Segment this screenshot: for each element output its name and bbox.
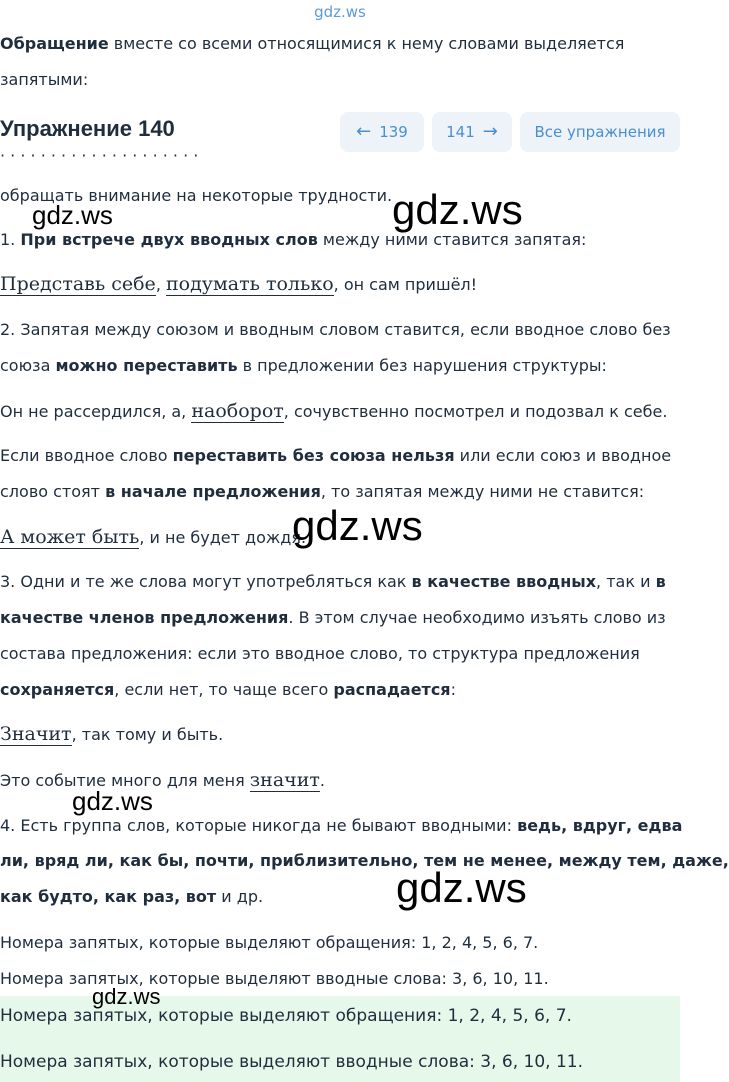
answer-line-2: Номера запятых, которые выделяют вводные слова: 3, 6, 10, 11. — [0, 1052, 583, 1072]
rule-5b-bold: ли, вряд ли, как бы, почти, приблизительно, тем не менее, между тем, даже, — [0, 851, 729, 870]
example-2-word: наоборот — [191, 400, 284, 422]
rule-5-bold-1: ведь, вдруг, едва — [517, 816, 683, 835]
rule-4d-mid: , если нет, то чаще всего — [114, 680, 334, 699]
answer-line-1: Номера запятых, которые выделяют обращения: 1, 2, 4, 5, 6, 7. — [0, 1006, 572, 1026]
rule-5c-bold: как будто, как раз, вот — [0, 887, 217, 906]
rule-3-rest: или если союз и вводное — [454, 446, 672, 465]
rule-4-line-1 — [0, 564, 680, 600]
rule-1-bold: При встрече двух вводных слов — [20, 230, 318, 249]
example-2-rest: , сочувственно посмотрел и подозвал к себе. — [283, 402, 668, 421]
rule-4d-end: : — [450, 680, 456, 699]
rule-2-pre: союза — [0, 356, 56, 375]
next-exercise-button[interactable] — [432, 112, 512, 152]
summary-line-2: Номера запятых, которые выделяют вводные слова: 3, 6, 10, 11. — [0, 969, 549, 988]
rule-1-num: 1. — [0, 230, 21, 249]
rule-5c-rest: и др. — [216, 887, 264, 906]
intro-rest: вместе со всеми относящимися к нему словами выделяется запятыми: — [0, 34, 625, 89]
arrow-right-icon: → — [482, 121, 498, 142]
rule-4-pre: 3. Одни и те же слова могут употребляться как — [0, 572, 412, 591]
rule-2-rest: в предложении без нарушения структуры: — [237, 356, 607, 375]
page-title: Упражнение 140 — [0, 116, 175, 141]
example-5-pre: Это событие много для меня — [0, 771, 250, 790]
watermark: gdz.ws — [32, 200, 113, 230]
rule-1-rest: между ними ставится запятая: — [317, 230, 587, 249]
example-4-word: Значит — [0, 723, 72, 745]
rule-3-pre: Если вводное слово — [0, 446, 173, 465]
example-1-word-a: Представь себе — [0, 273, 156, 295]
example-4 — [0, 716, 680, 753]
rule-3b-bold: в начале предложения — [105, 482, 321, 501]
rule-4-line-4 — [0, 672, 680, 708]
example-2-pre: Он не рассердился, а, — [0, 402, 192, 421]
summary-line-1: Номера запятых, которые выделяют обращения: 1, 2, 4, 5, 6, 7. — [0, 933, 539, 952]
cropped-text-line: · · · · · · · · · · · · · · · · · · · · — [0, 146, 199, 165]
rule-4-bold-1: в качестве вводных — [411, 572, 597, 591]
lead-text: обращать внимание на некоторые трудности. — [0, 186, 393, 205]
example-1-sep: , — [155, 275, 166, 294]
arrow-left-icon: ← — [356, 121, 372, 142]
rule-4-mid: , так и — [596, 572, 656, 591]
rule-4d-bold-1: сохраняется — [0, 680, 115, 699]
example-3-rest: , и не будет дождя. — [139, 528, 307, 547]
rule-5-line-3 — [0, 879, 680, 915]
rule-4-line-3: состава предложения: если это вводное слово, то структура предложения — [0, 644, 640, 663]
all-exercises-label: Все упражнения — [534, 123, 666, 141]
watermark: gdz.ws — [396, 864, 527, 911]
rule-3-bold: переставить без союза нельзя — [172, 446, 455, 465]
rule-5-line-2 — [0, 843, 729, 879]
rule-4-line-2 — [0, 600, 680, 636]
watermark: gdz.ws — [292, 502, 423, 549]
rule-4b-bold: качестве членов предложения — [0, 608, 289, 627]
example-2 — [0, 393, 680, 430]
example-5-end: . — [319, 771, 325, 790]
rule-4b-rest: . В этом случае необходимо изъять слово из — [288, 608, 666, 627]
watermark-top: gdz.ws — [314, 3, 366, 21]
example-5-word: значит — [249, 769, 320, 791]
rule-5-pre: 4. Есть группа слов, которые никогда не бывают вводными: — [0, 816, 518, 835]
example-1-word-b: подумать только — [165, 273, 334, 295]
rule-3b-pre: слово стоят — [0, 482, 106, 501]
example-3-word: А может быть — [0, 526, 140, 548]
prev-exercise-label: 139 — [379, 123, 408, 141]
rule-2-bold: можно переставить — [55, 356, 238, 375]
example-1 — [0, 266, 680, 303]
rule-3-line-1 — [0, 438, 680, 474]
watermark: gdz.ws — [392, 186, 523, 233]
rule-3b-rest: , то запятая между ними не ставится: — [320, 482, 645, 501]
intro-text — [0, 26, 660, 98]
all-exercises-button[interactable] — [520, 112, 680, 152]
rule-4d-bold-2: распадается — [333, 680, 451, 699]
rule-2-line-1: 2. Запятая между союзом и вводным словом ставится, если вводное слово без — [0, 320, 671, 339]
watermark: gdz.ws — [72, 786, 153, 816]
intro-bold: Обращение — [0, 34, 109, 53]
next-exercise-label: 141 — [446, 123, 475, 141]
rule-4-bold-2: в — [655, 572, 666, 591]
example-4-rest: , так тому и быть. — [71, 725, 224, 744]
example-1-rest: , он сам пришёл! — [333, 275, 478, 294]
watermark: gdz.ws — [92, 984, 161, 1009]
rule-2-line-2 — [0, 348, 680, 384]
